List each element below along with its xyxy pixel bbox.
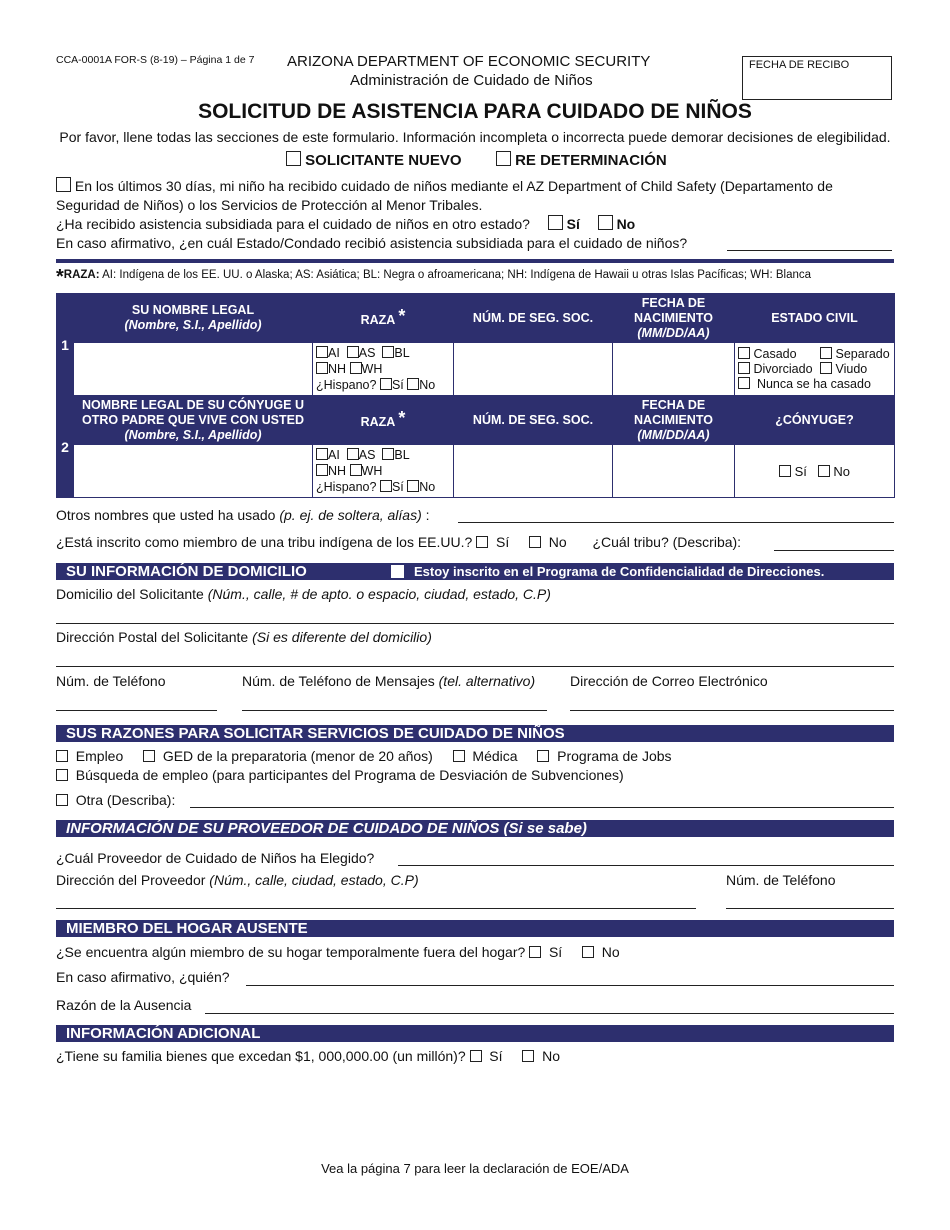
col-dob-line3: (MM/DD/AA) [637, 325, 710, 340]
spouse-ssn-field[interactable] [454, 445, 613, 498]
provider-phone-label: Núm. de Teléfono [726, 872, 836, 888]
which-state-label: En caso afirmativo, ¿en cuál Estado/Condado recibió asistencia subsidiada para el cuidado de niños? [56, 235, 688, 251]
col-race-title: RAZA [360, 312, 395, 327]
applicant-type [286, 151, 667, 169]
email-label: Dirección de Correo Electrónico [570, 673, 768, 689]
residence-section-header [56, 563, 894, 580]
divider [56, 259, 894, 263]
col-dob2-line2: NACIMIENTO [634, 412, 713, 427]
col-dob-line2: NACIMIENTO [634, 310, 713, 325]
msg-phone-label [242, 673, 535, 689]
marital-never-label: Nunca se ha casado [756, 376, 871, 391]
absent-reason-field[interactable] [205, 1013, 894, 1014]
absent-reason-label: Razón de la Ausencia [56, 997, 192, 1013]
spouse-no-checkbox[interactable] [818, 465, 830, 477]
provider-phone-field[interactable] [726, 908, 894, 909]
col-name-hint: (Nombre, S.I., Apellido) [124, 318, 262, 332]
assets-no-checkbox[interactable] [522, 1050, 534, 1062]
race-ai-label: AI [328, 346, 340, 360]
race2-ai-checkbox[interactable] [316, 448, 328, 460]
absent-yes-label: Sí [548, 944, 563, 960]
reasons-row-1 [56, 748, 672, 764]
marital-never-checkbox[interactable] [738, 377, 750, 389]
home-address-text: Domicilio del Solicitante [56, 586, 204, 602]
tribe-which-field[interactable] [774, 550, 894, 551]
assets-yes-checkbox[interactable] [470, 1050, 482, 1062]
col-race-title-2: RAZA [360, 414, 395, 429]
assets-no-label: No [542, 1048, 560, 1064]
applicant-dob-field[interactable] [613, 343, 735, 396]
marital-separated-checkbox[interactable] [820, 347, 832, 359]
tribe-yes-checkbox[interactable] [476, 536, 488, 548]
col-spouse-name-l1: NOMBRE LEGAL DE SU CÓNYUGE U [81, 397, 304, 412]
redetermination-label: RE DETERMINACIÓN [515, 152, 667, 169]
other-state-q-text: ¿Ha recibido asistencia subsidiada para el cuidado de niños en otro estado? [56, 216, 530, 232]
race2-wh-label: WH [361, 464, 383, 478]
reason-medical-checkbox[interactable] [453, 750, 465, 762]
hispanic-yes-label: Sí [391, 378, 404, 392]
col-race-header: RAZA * [313, 294, 454, 343]
reason-employment-checkbox[interactable] [56, 750, 68, 762]
tribe-question [56, 534, 741, 550]
dcs-statement [56, 177, 894, 215]
mail-address-text: Dirección Postal del Solicitante [56, 629, 249, 645]
absent-section-header: MIEMBRO DEL HOGAR AUSENTE [56, 920, 894, 937]
msg-phone-field[interactable] [242, 710, 547, 711]
col-spouse-name-header [74, 396, 313, 445]
absent-no-label: No [601, 944, 620, 960]
col-ssn-header-2: NÚM. DE SEG. SOC. [454, 396, 613, 445]
reason-medical-label: Médica [472, 748, 518, 764]
hispanic2-yes-checkbox[interactable] [380, 480, 392, 492]
hispanic-no-checkbox[interactable] [407, 378, 419, 390]
absent-q-text: ¿Se encuentra algún miembro de su hogar temporalmente fuera del hogar? [56, 944, 526, 960]
provider-address-field[interactable] [56, 908, 696, 909]
absent-question [56, 944, 620, 960]
confidentiality-checkbox[interactable] [391, 565, 404, 578]
mail-address-field[interactable] [56, 666, 894, 667]
tribe-q-text: ¿Está inscrito como miembro de una tribu indígena de los EE.UU.? [56, 534, 473, 550]
provider-which-field[interactable] [398, 865, 894, 866]
spouse-yes-checkbox[interactable] [779, 465, 791, 477]
which-state-field[interactable] [727, 250, 892, 251]
provider-section-header: INFORMACIÓN DE SU PROVEEDOR DE CUIDADO DE NIÑOS (Si se sabe) [56, 820, 894, 837]
spouse-yes-label: Sí [794, 463, 807, 479]
instructions: Por favor, llene todas las secciones de este formulario. Información incompleta o incorrecta puede demorar decisiones de elegibilidad. [59, 129, 891, 145]
dcs-checkbox[interactable] [56, 177, 71, 192]
reason-ged-checkbox[interactable] [143, 750, 155, 762]
other-names-label: Otros nombres que usted ha usado (p. ej. de soltera, alías) : [56, 507, 430, 523]
race-legend-label: RAZA: [63, 269, 100, 281]
tribe-no-checkbox[interactable] [529, 536, 541, 548]
col-dob2-line3: (MM/DD/AA) [637, 427, 710, 442]
marital-separated-label: Separado [835, 346, 890, 361]
other-state-question [56, 215, 635, 232]
other-state-no-checkbox[interactable] [598, 215, 613, 230]
assets-q-text: ¿Tiene su familia bienes que excedan $1, 000,000.00 (un millón)? [56, 1048, 466, 1064]
col-spouse-name-l2: OTRO PADRE QUE VIVE CON USTED [81, 412, 304, 427]
col-dob-header [613, 294, 735, 343]
tribe-no-label: No [548, 534, 567, 550]
hispanic-label: ¿Hispano? [316, 378, 377, 392]
race-legend [56, 266, 811, 289]
reason-jobs-label: Programa de Jobs [557, 748, 672, 764]
spouse-options [735, 445, 895, 498]
spouse-name-field[interactable] [74, 445, 313, 498]
col-spouse-name-hint: (Nombre, S.I., Apellido) [124, 427, 262, 442]
provider-address-label [56, 872, 419, 888]
race2-ai-label: AI [328, 448, 340, 462]
confidentiality-label: Estoy inscrito en el Programa de Confidencialidad de Direcciones. [414, 564, 825, 579]
reasons-row-2 [56, 767, 624, 783]
marital-widowed-label: Viudo [835, 361, 868, 376]
race-ai-checkbox[interactable] [316, 346, 328, 358]
col-dob2-line1: FECHA DE [641, 397, 706, 412]
race2-wh-checkbox[interactable] [350, 464, 362, 476]
assets-question [56, 1048, 560, 1064]
absent-yes-checkbox[interactable] [529, 946, 541, 958]
msg-phone-hint: (tel. alternativo) [438, 673, 536, 689]
race-as-label: AS [358, 346, 376, 360]
agency-name: ARIZONA DEPARTMENT OF ECONOMIC SECURITY [287, 53, 651, 70]
provider-which-label: ¿Cuál Proveedor de Cuidado de Niños ha Elegido? [56, 850, 375, 866]
reason-other-field[interactable] [190, 807, 894, 808]
reason-job-search-checkbox[interactable] [56, 769, 68, 781]
receipt-date-label: FECHA DE RECIBO [749, 59, 850, 71]
mail-address-label [56, 629, 432, 645]
form-id: CCA-0001A FOR-S (8-19) – Página 1 de 7 [56, 54, 255, 66]
race-legend-text: AI: Indígena de los EE. UU. o Alaska; AS: Asiática; BL: Negra o afroamericana; NH: Indígena de Hawaii u otras Islas Pacíficas; WH: Blanca [102, 269, 812, 281]
hispanic2-label: ¿Hispano? [316, 480, 377, 494]
hispanic2-no-label: No [419, 480, 436, 494]
race-as-checkbox[interactable] [347, 346, 359, 358]
marital-married-label: Casado [753, 346, 797, 361]
race2-nh-checkbox[interactable] [316, 464, 328, 476]
division-name: Administración de Cuidado de Niños [350, 72, 593, 89]
race2-as-label: AS [358, 448, 376, 462]
tribe-which-label: ¿Cuál tribu? (Describa): [592, 534, 742, 550]
race-nh-checkbox[interactable] [316, 362, 328, 374]
phone-label: Núm. de Teléfono [56, 673, 166, 689]
reason-jobs-checkbox[interactable] [537, 750, 549, 762]
new-applicant-label: SOLICITANTE NUEVO [305, 152, 462, 169]
msg-phone-text: Núm. de Teléfono de Mensajes [242, 673, 435, 689]
race2-bl-label: BL [394, 448, 410, 462]
other-state-yes-label: Sí [566, 216, 580, 232]
hispanic-no-label: No [419, 378, 436, 392]
new-applicant-checkbox[interactable] [286, 151, 301, 166]
race-bl-checkbox[interactable] [382, 346, 394, 358]
reason-job-search-label: Búsqueda de empleo (para participantes del Programa de Desviación de Subvenciones) [75, 767, 624, 783]
absent-no-checkbox[interactable] [582, 946, 594, 958]
tribe-yes-label: Sí [495, 534, 510, 550]
hispanic-yes-checkbox[interactable] [380, 378, 392, 390]
col-marital-header: ESTADO CIVIL [735, 294, 895, 343]
row-number-1: 1 [57, 294, 74, 396]
applicant-name-field[interactable] [74, 343, 313, 396]
applicant-table [56, 293, 895, 498]
race2-as-checkbox[interactable] [347, 448, 359, 460]
footer-note: Vea la página 7 para leer la declaración de EOE/ADA [321, 1161, 629, 1176]
additional-section-header: INFORMACIÓN ADICIONAL [56, 1025, 894, 1042]
marital-widowed-checkbox[interactable] [820, 362, 832, 374]
applicant-race-options [313, 343, 454, 396]
other-state-no-label: No [616, 216, 636, 232]
spouse-race-options [313, 445, 454, 498]
dcs-text-1: En los últimos 30 días, mi niño ha recibido cuidado de niños mediante el AZ Department of Child Safety (Departamento de [74, 178, 833, 194]
phone-field[interactable] [56, 710, 217, 711]
race2-bl-checkbox[interactable] [382, 448, 394, 460]
other-names-field[interactable] [458, 522, 894, 523]
race-wh-checkbox[interactable] [350, 362, 362, 374]
hispanic2-no-checkbox[interactable] [407, 480, 419, 492]
col-name-header [74, 294, 313, 343]
spouse-no-label: No [833, 463, 850, 479]
home-address-label [56, 586, 551, 602]
reasons-section-header: SUS RAZONES PARA SOLICITAR SERVICIOS DE CUIDADO DE NIÑOS [56, 725, 894, 742]
reason-employment-label: Empleo [75, 748, 124, 764]
page-title: SOLICITUD DE ASISTENCIA PARA CUIDADO DE NIÑOS [198, 100, 752, 123]
col-race-header-2: RAZA * [313, 396, 454, 445]
other-state-yes-checkbox[interactable] [548, 215, 563, 230]
home-address-field[interactable] [56, 623, 894, 624]
assets-yes-label: Sí [489, 1048, 503, 1064]
absent-who-field[interactable] [246, 985, 894, 986]
provider-address-hint: (Núm., calle, ciudad, estado, C.P) [209, 872, 419, 888]
marital-divorced-checkbox[interactable] [738, 362, 750, 374]
other-names-text: Otros nombres que usted ha usado [56, 507, 276, 523]
applicant-ssn-field[interactable] [454, 343, 613, 396]
receipt-date-box[interactable] [742, 56, 892, 100]
marital-married-checkbox[interactable] [738, 347, 750, 359]
reasons-row-3 [56, 792, 175, 808]
spouse-dob-field[interactable] [613, 445, 735, 498]
home-address-hint: (Núm., calle, # de apto. o espacio, ciudad, estado, C.P) [207, 586, 551, 602]
col-dob-header-2 [613, 396, 735, 445]
race-nh-label: NH [328, 362, 347, 376]
reason-other-label: Otra (Describa): [75, 792, 176, 808]
absent-who-label: En caso afirmativo, ¿quién? [56, 969, 230, 985]
reason-other-checkbox[interactable] [56, 794, 68, 806]
race-wh-label: WH [361, 362, 383, 376]
mail-address-hint: (Si es diferente del domicilio) [252, 629, 432, 645]
residence-title: SU INFORMACIÓN DE DOMICILIO [66, 563, 307, 580]
hispanic2-yes-label: Sí [391, 480, 404, 494]
redetermination-checkbox[interactable] [496, 151, 511, 166]
marital-status-options [735, 343, 895, 396]
dcs-text-2: Seguridad de Niños) o los Servicios de Protección al Menor Tribales. [56, 197, 483, 213]
race-legend-star: * [56, 266, 64, 288]
reason-ged-label: GED de la preparatoria (menor de 20 años) [162, 748, 433, 764]
marital-divorced-label: Divorciado [753, 361, 813, 376]
email-field[interactable] [570, 710, 894, 711]
race2-nh-label: NH [328, 464, 347, 478]
col-ssn-header: NÚM. DE SEG. SOC. [454, 294, 613, 343]
col-name-title: SU NOMBRE LEGAL [131, 303, 255, 317]
race-bl-label: BL [394, 346, 410, 360]
col-dob-line1: FECHA DE [641, 295, 706, 310]
col-spouse-header: ¿CÓNYUGE? [735, 396, 895, 445]
provider-address-text: Dirección del Proveedor [56, 872, 206, 888]
row-number-2: 2 [57, 396, 74, 498]
other-names-hint: (p. ej. de soltera, alías) [279, 507, 422, 523]
